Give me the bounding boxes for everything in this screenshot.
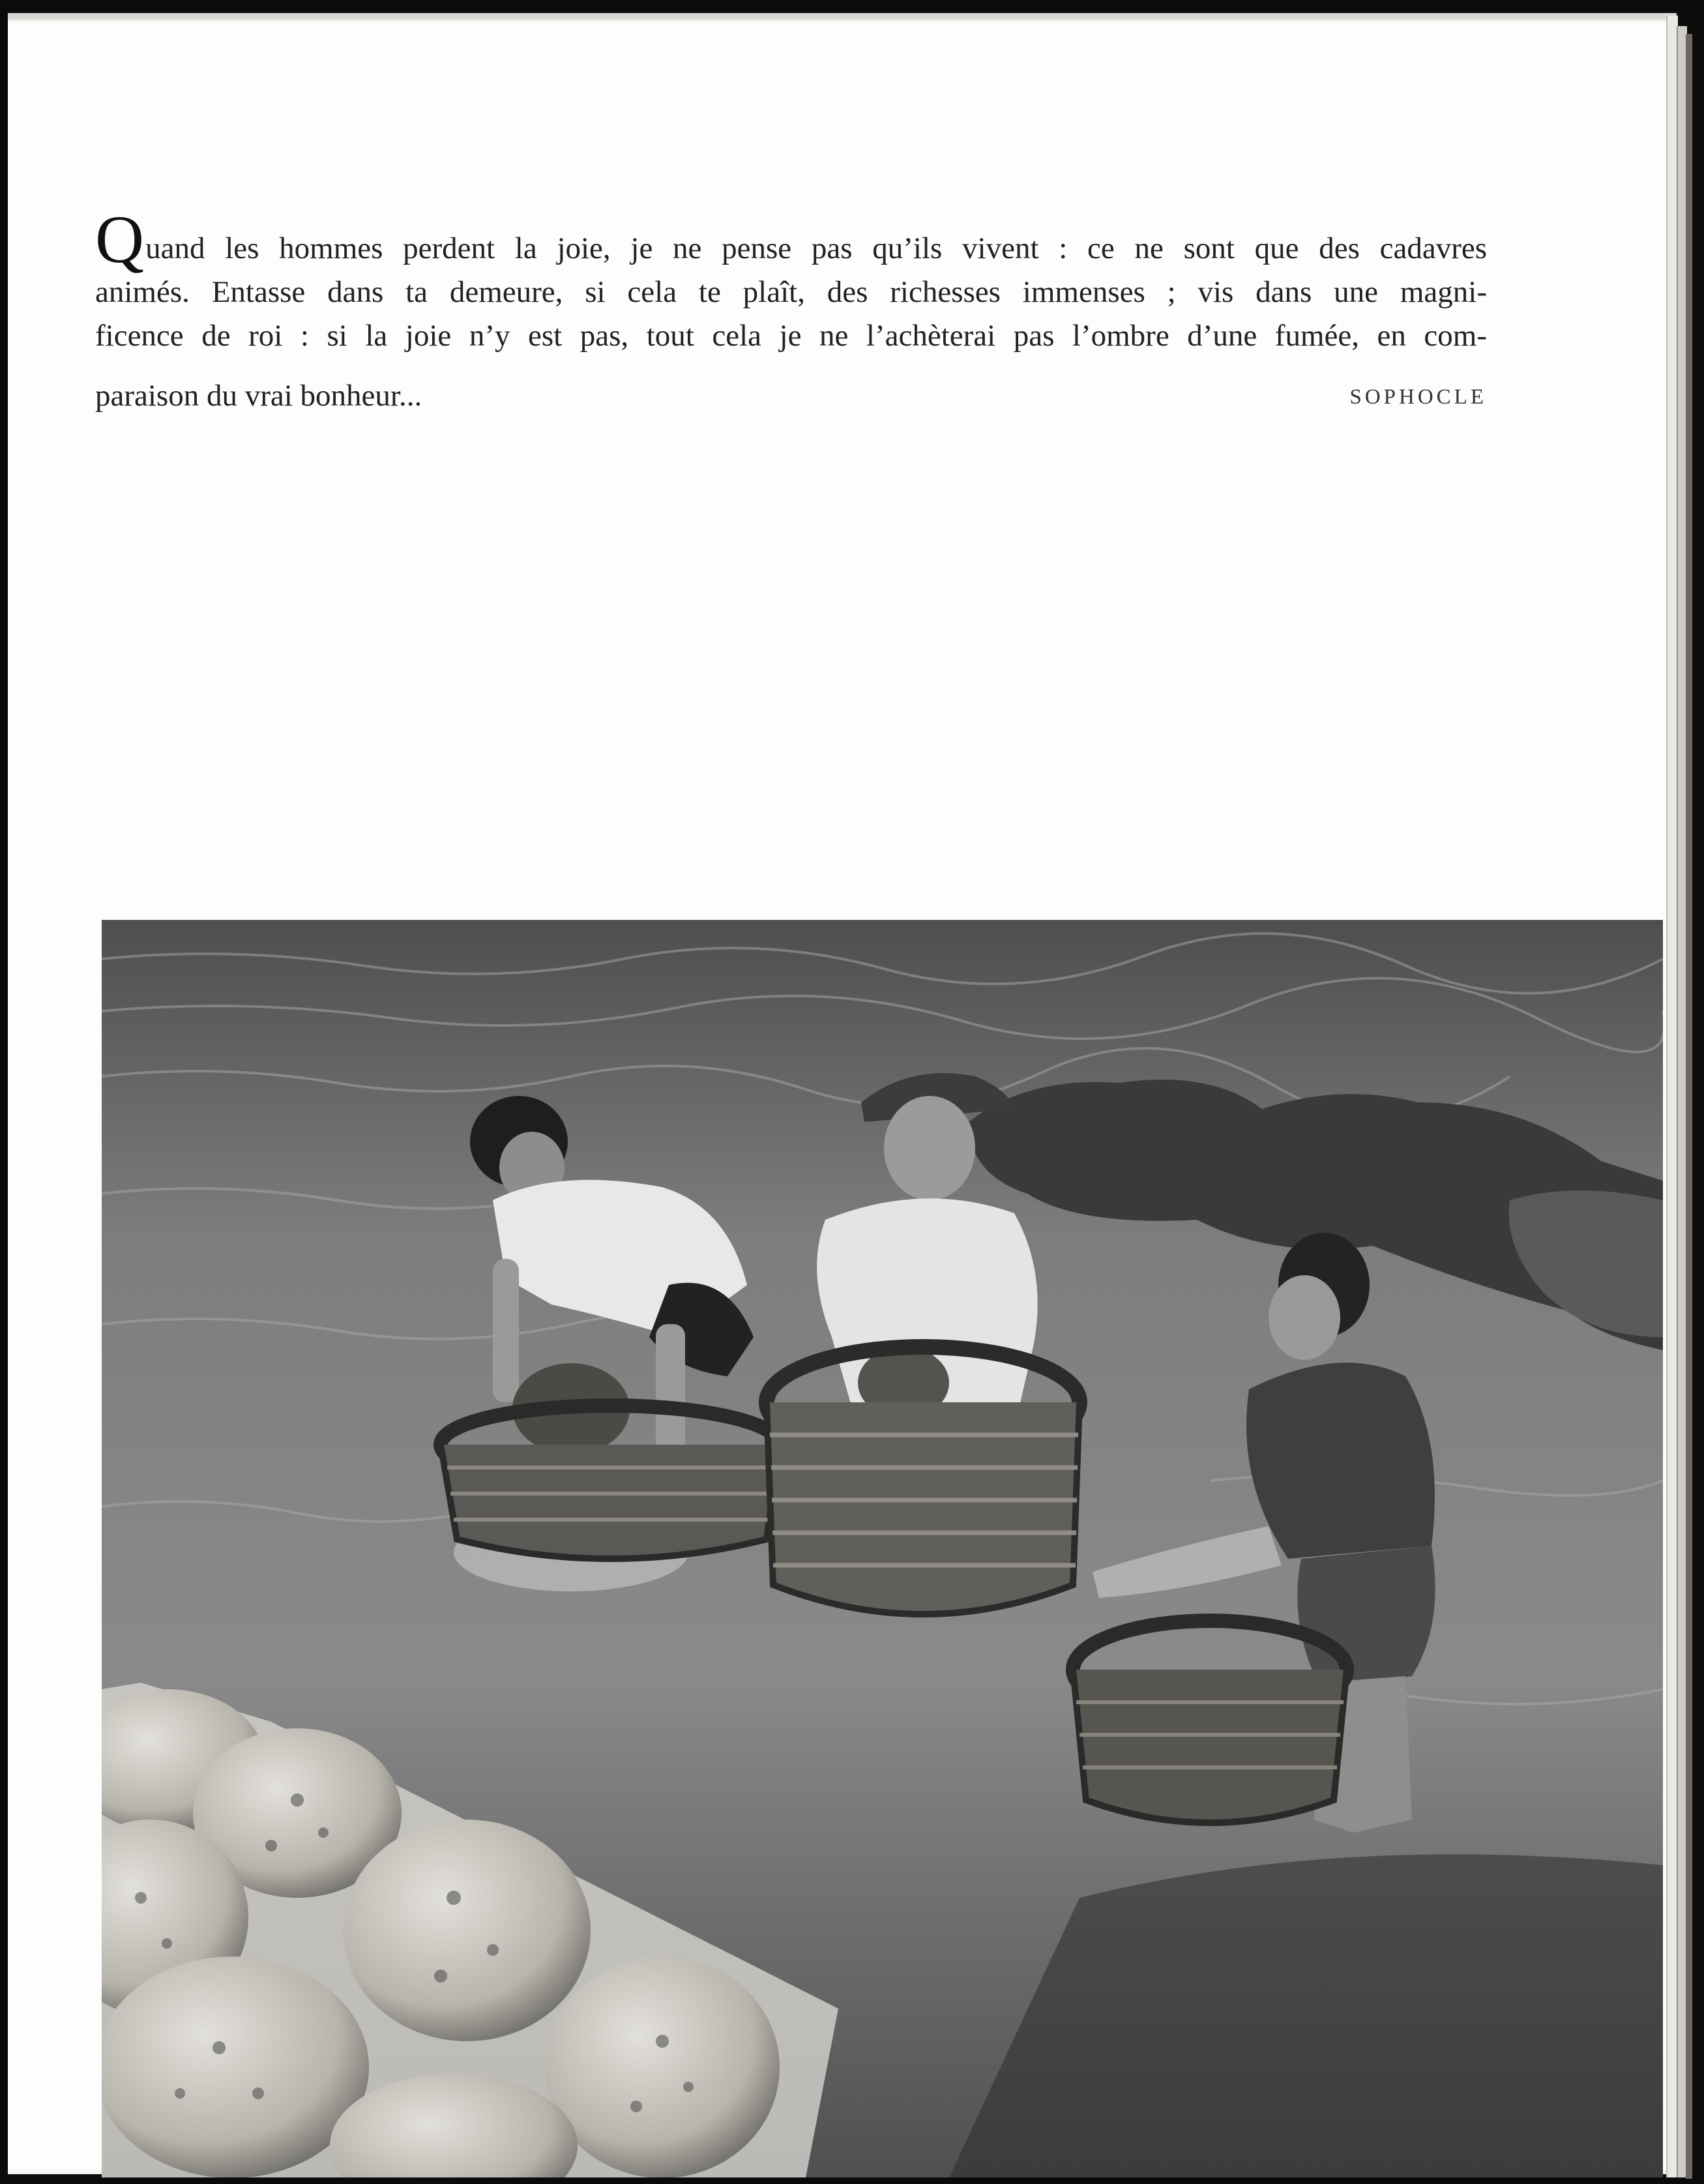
quote-last-line-row [95,374,1487,418]
page-edge [1686,34,1692,2179]
quote-line: paraison du vrai bonheur... [95,379,422,413]
sponge-washers-photo [102,920,1663,2177]
quote-line: uand les hommes perdent la joie, je ne pense pas qu’ils vivent : ce ne sont que des cadavres [145,231,1487,265]
quote-line: ficence de roi : si la joie n’y est pas, tout cela je ne l’achèterai pas l’ombre d’une fumée, en com- [95,319,1487,353]
quote-line: animés. Entasse dans ta demeure, si cela te plaît, des richesses immenses ; vis dans une magni- [95,275,1487,309]
photo-illustration [102,920,1663,2177]
quote-dropcap: Q [95,202,145,277]
quote-text [95,202,1487,358]
quote-author: SOPHOCLE [1349,385,1487,409]
